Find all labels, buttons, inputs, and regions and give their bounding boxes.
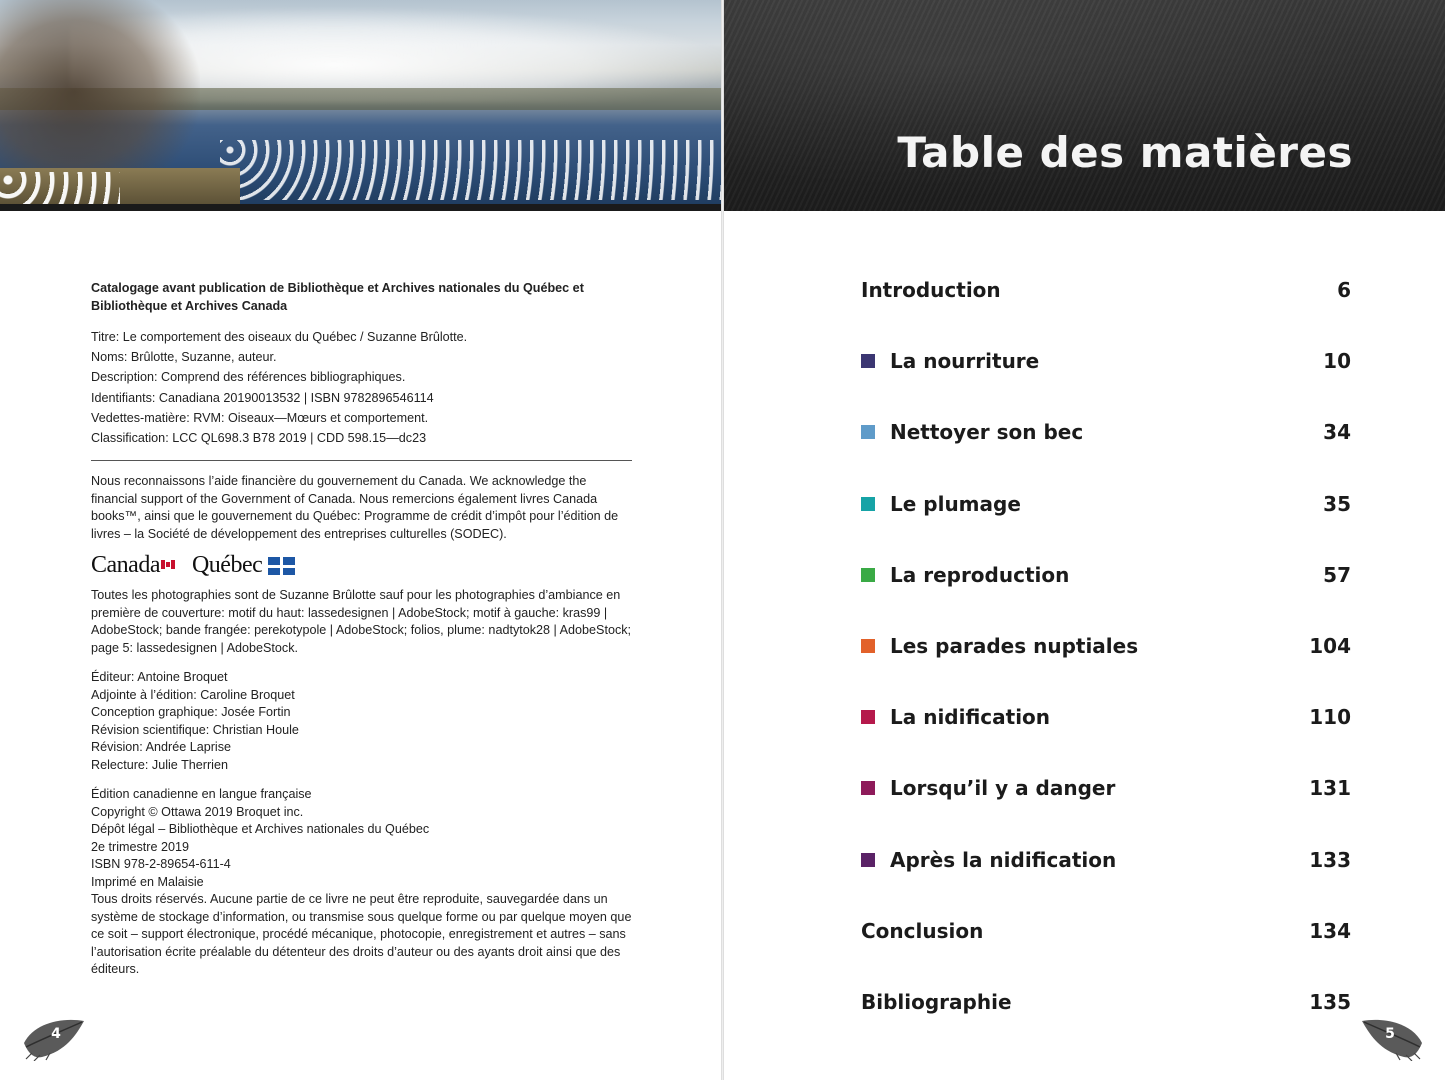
toc-entry-label: Le plumage	[890, 491, 1021, 516]
credit-line: Éditeur: Antoine Broquet	[91, 670, 228, 685]
toc-entry-page: 131	[1309, 776, 1351, 801]
credit-line: Révision: Andrée Laprise	[91, 740, 232, 755]
toc-entry-page: 134	[1309, 918, 1351, 943]
canada-flag-icon	[161, 560, 175, 569]
cip-line: Noms: Brûlotte, Suzanne, auteur.	[91, 350, 277, 365]
toc-entry-page: 133	[1309, 847, 1351, 872]
square-bullet-icon	[861, 568, 875, 582]
cip-line: Titre: Le comportement des oiseaux du Québec / Suzanne Brûlotte.	[91, 330, 468, 344]
toc-entry[interactable]	[861, 697, 1351, 737]
divider	[91, 460, 632, 461]
isbn: ISBN 978-2-89654-611-4	[91, 857, 231, 872]
toc-entry-label: Nettoyer son bec	[890, 420, 1084, 445]
quebec-wordmark: Québec	[192, 557, 295, 575]
toc-entry-label: Lorsqu’il y a danger	[890, 776, 1116, 801]
canada-wordmark: Canada	[91, 557, 175, 575]
toc-entry[interactable]	[861, 412, 1351, 452]
geese-on-water	[220, 140, 721, 200]
toc-entry-label: Les parades nuptiales	[890, 634, 1139, 658]
edition-line: Dépôt légal – Bibliothèque et Archives nationales du Québec	[91, 822, 430, 837]
cip-line: Description: Comprend des références bibliographiques.	[91, 370, 406, 385]
title-banner	[724, 0, 1445, 211]
toc-entry-page: 34	[1323, 420, 1351, 445]
toc-entry[interactable]	[861, 982, 1351, 1022]
toc-entry[interactable]	[861, 911, 1351, 951]
toc-entry-page: 57	[1323, 562, 1351, 587]
toc-entry-page: 10	[1323, 349, 1351, 374]
toc-entry-label: Conclusion	[861, 918, 984, 943]
square-bullet-icon	[861, 354, 875, 368]
toc-entry-label: Introduction	[861, 278, 1001, 302]
toc-entry-label: Bibliographie	[861, 990, 1012, 1014]
toc-entry[interactable]	[861, 484, 1351, 524]
toc-entry-page: 6	[1337, 278, 1351, 302]
toc-entry-page: 110	[1309, 705, 1351, 730]
credit-line: Conception graphique: Josée Fortin	[91, 705, 291, 720]
page-number: 5	[1385, 1026, 1395, 1042]
cip-line: Classification: LCC QL698.3 B78 2019 | CDD 598.15—dc23	[91, 431, 427, 446]
funding-notice: Nous reconnaissons l’aide financière du gouvernement du Canada. We acknowledge the financial support of the Government of Canada. Nous remercions également livres Canada books™, ainsi que le gouvernement du Québec: Programme de crédit d’impôt pour l’édition de livres – la Société de développement des entreprises culturelles (SODEC).	[91, 474, 619, 541]
staff-credits	[91, 669, 636, 774]
photo-bottom-rule	[0, 204, 721, 211]
snow-geese-photo	[0, 0, 721, 204]
toc-entry[interactable]	[861, 840, 1351, 880]
edition-line: Copyright © Ottawa 2019 Broquet inc.	[91, 804, 304, 819]
toc-entry-label: La reproduction	[890, 562, 1070, 587]
rights-notice: Tous droits réservés. Aucune partie de ce livre ne peut être reproduite, sauvegardée dans un système de stockage d’information, ou transmise sous quelque forme ou par quelque moyen que ce soit – support électronique, procédé mécanique, photocopie, enregistrement et autres – sans l’autorisation écrite préalable du détenteur des droits d’auteur ou des ayants droit ainsi que des éditeurs.	[91, 892, 632, 977]
cip-record	[91, 327, 636, 448]
photo-credits: Toutes les photographies sont de Suzanne Brûlotte sauf pour les photographies d’ambiance en première de couverture: motif du haut: lassedesignen | AdobeStock; motif à gauche: kras99 | AdobeStock; bande frangée: perekotypole | AdobeStock; folios, plume: nadtytok28 | AdobeStock; page 5: lassedesignen | AdobeStock.	[91, 588, 632, 655]
credit-line: Adjointe à l’édition: Caroline Broquet	[91, 687, 295, 702]
square-bullet-icon	[861, 781, 875, 795]
toc-entry-label: Après la nidification	[890, 847, 1117, 872]
square-bullet-icon	[861, 853, 875, 867]
toc-entry[interactable]	[861, 270, 1351, 310]
cip-line: Vedettes-matière: RVM: Oiseaux—Mœurs et comportement.	[91, 410, 429, 425]
government-logos	[91, 549, 636, 583]
fleurdelise-flag-icon	[268, 557, 295, 575]
square-bullet-icon	[861, 425, 875, 439]
geese-on-shore	[0, 172, 120, 204]
square-bullet-icon	[861, 639, 875, 653]
toc-entry[interactable]	[861, 768, 1351, 808]
credit-line: Révision scientifique: Christian Houle	[91, 722, 299, 737]
colophon	[91, 280, 636, 979]
cip-heading: Catalogage avant publication de Bibliothèque et Archives nationales du Québec et Bibliothèque et Archives Canada	[91, 281, 584, 313]
toc-entry-page: 35	[1323, 491, 1351, 516]
toc-entry-label: La nourriture	[890, 349, 1040, 374]
left-page	[0, 0, 721, 1080]
toc-entry[interactable]	[861, 555, 1351, 595]
folio-right	[1360, 1013, 1424, 1061]
cip-line: Identifiants: Canadiana 20190013532 | ISBN 9782896546114	[91, 390, 434, 405]
square-bullet-icon	[861, 497, 875, 511]
toc-entry[interactable]	[861, 341, 1351, 381]
page-number: 4	[51, 1026, 61, 1042]
right-page	[724, 0, 1445, 1080]
credit-line: Relecture: Julie Therrien	[91, 757, 228, 772]
folio-left	[22, 1013, 86, 1061]
page-title: Table des matières	[897, 128, 1353, 177]
toc-entry-page: 104	[1309, 634, 1351, 658]
square-bullet-icon	[861, 710, 875, 724]
edition-line: 2e trimestre 2019	[91, 839, 190, 854]
edition-line: Édition canadienne en langue française	[91, 787, 312, 802]
printed-in: Imprimé en Malaisie	[91, 874, 204, 889]
toc-entry-page: 135	[1309, 990, 1351, 1014]
toc-entry-label: La nidification	[890, 705, 1051, 730]
edition-info	[91, 786, 636, 856]
toc-entry[interactable]	[861, 626, 1351, 666]
